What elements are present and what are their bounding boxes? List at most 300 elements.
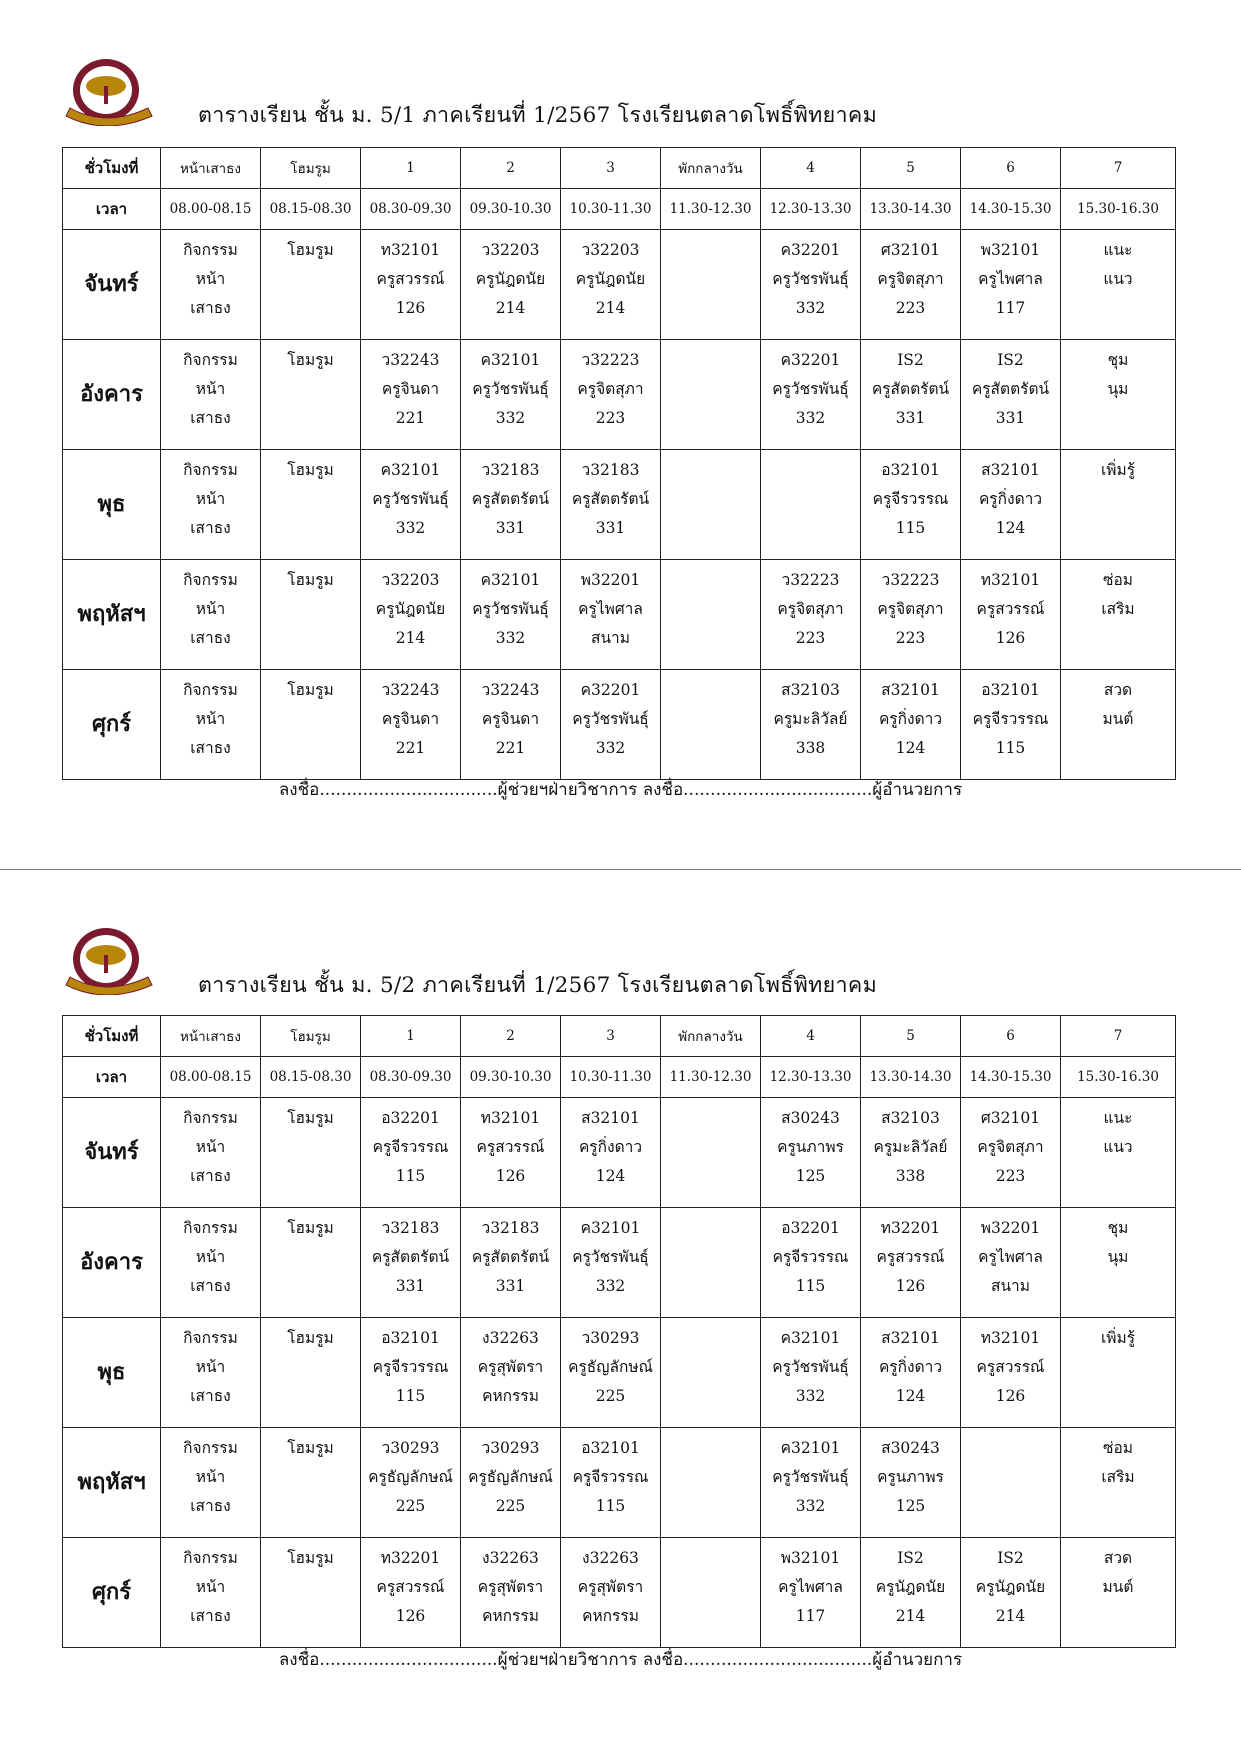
cell-text: ครูวัชรพันธุ์ — [772, 1468, 849, 1486]
cell-text: เสาธง — [190, 409, 231, 427]
cell-text: 332 — [795, 1497, 826, 1515]
schedule-cell — [861, 230, 961, 340]
cell-text: ว32203 — [581, 241, 640, 259]
schedule-cell — [561, 670, 661, 780]
cell-text: 225 — [395, 1497, 426, 1515]
cell-text: ครูวัชรพันธุ์ — [472, 380, 549, 398]
schedule-cell — [461, 560, 561, 670]
day-row — [63, 560, 1176, 670]
school-logo-icon — [62, 925, 158, 995]
time-cell: 08.00-08.15 — [161, 189, 261, 230]
schedule-cell — [161, 450, 261, 560]
cell-text: ครูธัญลักษณ์ — [468, 1468, 553, 1486]
cell-text: 331 — [495, 1277, 526, 1295]
cell-text: สวด — [1103, 1549, 1133, 1567]
cell-text: 126 — [395, 1607, 426, 1625]
time-cell: 09.30-10.30 — [461, 1057, 561, 1098]
schedule-cell — [661, 560, 761, 670]
cell-text: ครูจินดา — [481, 710, 540, 728]
schedule-cell — [461, 670, 561, 780]
cell-text: ส30243 — [781, 1109, 840, 1127]
cell-text: 331 — [495, 519, 526, 537]
cell-text: กิจกรรม — [183, 1439, 238, 1457]
schedule-cell — [361, 1538, 461, 1648]
timetable — [62, 147, 1176, 780]
schedule-cell — [1061, 1098, 1176, 1208]
schedule-cell — [661, 1098, 761, 1208]
column-header: พักกลางวัน — [661, 148, 761, 189]
schedule-cell — [561, 230, 661, 340]
time-cell: 15.30-16.30 — [1061, 1057, 1176, 1098]
time-cell: เวลา — [63, 1057, 161, 1098]
schedule-cell — [761, 560, 861, 670]
cell-text: ครูสัตตรัตน์ — [371, 1248, 450, 1266]
timetable — [62, 1015, 1176, 1648]
cell-text: ครูวัชรพันธุ์ — [572, 710, 649, 728]
schedule-cell — [561, 450, 661, 560]
schedule-cell — [161, 1208, 261, 1318]
page-title: ตารางเรียน ชั้น ม. 5/1 ภาคเรียนที่ 1/2567 โรงเรียนตลาดโพธิ์พิทยาคม — [198, 103, 878, 128]
cell-text: ครูนัฎดนัย — [875, 1578, 946, 1596]
cell-text: ท32201 — [380, 1549, 441, 1567]
cell-text: กิจกรรม — [183, 351, 238, 369]
cell-text: 223 — [895, 299, 926, 317]
schedule-cell — [761, 450, 861, 560]
cell-text: 214 — [995, 1607, 1026, 1625]
cell-text: 223 — [895, 629, 926, 647]
cell-text: ครูสวรรณ์ — [376, 270, 445, 288]
schedule-cell — [1061, 230, 1176, 340]
cell-text: ครูวัชรพันธุ์ — [572, 1248, 649, 1266]
day-row — [63, 340, 1176, 450]
day-row — [63, 1428, 1176, 1538]
cell-text: ครูจีรวรรณ — [772, 1248, 849, 1266]
schedule-cell — [361, 340, 461, 450]
cell-text: 214 — [595, 299, 626, 317]
schedule-cell — [661, 230, 761, 340]
schedule-cell — [761, 340, 861, 450]
schedule-cell — [261, 1538, 361, 1648]
cell-text: โฮมรูม — [287, 1329, 334, 1347]
cell-text: 214 — [395, 629, 426, 647]
schedule-cell — [561, 1098, 661, 1208]
day-row — [63, 230, 1176, 340]
cell-text: ครูสัตตรัตน์ — [471, 490, 550, 508]
cell-text: แนะ — [1103, 1109, 1133, 1127]
cell-text: 332 — [795, 1387, 826, 1405]
schedule-cell — [461, 340, 561, 450]
schedule-cell — [261, 1318, 361, 1428]
schedule-cell — [961, 1428, 1061, 1538]
cell-text: หน้า — [195, 1578, 226, 1596]
schedule-cell — [761, 230, 861, 340]
cell-text: ครูสัตตรัตน์ — [571, 490, 650, 508]
schedule-cell — [561, 1428, 661, 1538]
cell-text: ครูนภาพร — [877, 1468, 944, 1486]
cell-text: ครูนัฎดนัย — [975, 1578, 1046, 1596]
cell-text: 332 — [595, 739, 626, 757]
schedule-cell — [761, 1208, 861, 1318]
schedule-cell — [861, 1428, 961, 1538]
schedule-cell — [861, 560, 961, 670]
column-header: 4 — [761, 1016, 861, 1057]
time-cell: เวลา — [63, 189, 161, 230]
cell-text: ท32101 — [980, 1329, 1041, 1347]
cell-text: ค32201 — [580, 681, 641, 699]
cell-text: 221 — [495, 739, 526, 757]
cell-text: ครูนัฎดนัย — [575, 270, 646, 288]
column-header: พักกลางวัน — [661, 1016, 761, 1057]
time-cell: 12.30-13.30 — [761, 1057, 861, 1098]
schedule-cell — [161, 1318, 261, 1428]
schedule-cell — [1061, 1428, 1176, 1538]
schedule-cell — [561, 1318, 661, 1428]
cell-text: ครูสุพัตรา — [477, 1578, 544, 1596]
cell-text: 126 — [995, 1387, 1026, 1405]
schedule-cell — [1061, 1538, 1176, 1648]
cell-text: ค32101 — [580, 1219, 641, 1237]
cell-text: 214 — [895, 1607, 926, 1625]
cell-text: IS2 — [897, 351, 924, 369]
cell-text: ส32103 — [881, 1109, 940, 1127]
schedule-cell — [861, 340, 961, 450]
day-row — [63, 670, 1176, 780]
schedule-cell — [861, 1098, 961, 1208]
schedule-cell — [161, 1098, 261, 1208]
cell-text: เสาธง — [190, 299, 231, 317]
cell-text: ค32101 — [480, 351, 541, 369]
time-cell: 08.00-08.15 — [161, 1057, 261, 1098]
cell-text: ครูจีรวรรณ — [372, 1138, 449, 1156]
cell-text: ว32243 — [381, 681, 440, 699]
day-name: อังคาร — [63, 1208, 161, 1318]
cell-text: 117 — [795, 1607, 826, 1625]
cell-text: 214 — [495, 299, 526, 317]
cell-text: 331 — [595, 519, 626, 537]
schedule-cell — [1061, 670, 1176, 780]
cell-text: เสาธง — [190, 519, 231, 537]
cell-text: เสาธง — [190, 629, 231, 647]
cell-text: สวด — [1103, 681, 1133, 699]
cell-text: 126 — [495, 1167, 526, 1185]
time-cell: 13.30-14.30 — [861, 189, 961, 230]
cell-text: 117 — [995, 299, 1026, 317]
day-row — [63, 450, 1176, 560]
cell-text: ท32201 — [880, 1219, 941, 1237]
cell-text: ท32101 — [980, 571, 1041, 589]
day-name: อังคาร — [63, 340, 161, 450]
cell-text: พ32101 — [780, 1549, 841, 1567]
cell-text: ครูสัตตรัตน์ — [871, 380, 950, 398]
cell-text: โฮมรูม — [287, 681, 334, 699]
schedule-cell — [861, 1208, 961, 1318]
cell-text: 331 — [995, 409, 1026, 427]
time-cell: 10.30-11.30 — [561, 1057, 661, 1098]
schedule-cell — [361, 230, 461, 340]
cell-text: ว32183 — [581, 461, 640, 479]
cell-text: 332 — [795, 409, 826, 427]
schedule-cell — [361, 450, 461, 560]
cell-text: ท32101 — [480, 1109, 541, 1127]
schedule-cell — [661, 670, 761, 780]
cell-text: 338 — [895, 1167, 926, 1185]
column-header: 3 — [561, 1016, 661, 1057]
column-header: หน้าเสาธง — [161, 1016, 261, 1057]
cell-text: อ32201 — [381, 1109, 440, 1127]
column-header: โฮมรูม — [261, 148, 361, 189]
cell-text: แนว — [1103, 270, 1133, 288]
cell-text: ว32223 — [781, 571, 840, 589]
cell-text: ค32101 — [480, 571, 541, 589]
schedule-cell — [861, 1538, 961, 1648]
schedule-cell — [961, 560, 1061, 670]
schedule-cell — [361, 560, 461, 670]
cell-text: ครูไพศาล — [578, 600, 643, 618]
time-cell: 08.30-09.30 — [361, 189, 461, 230]
time-cell: 08.15-08.30 — [261, 189, 361, 230]
cell-text: IS2 — [897, 1549, 924, 1567]
column-header: 7 — [1061, 1016, 1176, 1057]
schedule-cell — [961, 1538, 1061, 1648]
cell-text: ครูจีรวรรณ — [572, 1468, 649, 1486]
cell-text: 124 — [895, 1387, 926, 1405]
schedule-cell — [261, 670, 361, 780]
schedule-cell — [1061, 340, 1176, 450]
cell-text: ว32183 — [381, 1219, 440, 1237]
time-row — [63, 1057, 1176, 1098]
cell-text: หน้า — [195, 1468, 226, 1486]
cell-text: โฮมรูม — [287, 571, 334, 589]
cell-text: กิจกรรม — [183, 461, 238, 479]
schedule-cell — [461, 1318, 561, 1428]
cell-text: โฮมรูม — [287, 1549, 334, 1567]
schedule-cell — [861, 450, 961, 560]
cell-text: ค32201 — [780, 351, 841, 369]
schedule-cell — [461, 230, 561, 340]
cell-text: ครูมะลิวัลย์ — [873, 1138, 948, 1156]
cell-text: กิจกรรม — [183, 241, 238, 259]
column-header: 5 — [861, 1016, 961, 1057]
schedule-cell — [561, 560, 661, 670]
cell-text: ครูจีรวรรณ — [972, 710, 1049, 728]
cell-text: ครูกิ่งดาว — [878, 710, 943, 728]
cell-text: ครูจีรวรรณ — [372, 1358, 449, 1376]
cell-text: กิจกรรม — [183, 681, 238, 699]
cell-text: หน้า — [195, 710, 226, 728]
day-name: ศุกร์ — [63, 1538, 161, 1648]
cell-text: ครูจินดา — [381, 380, 440, 398]
cell-text: ครูสัตตรัตน์ — [971, 380, 1050, 398]
cell-text: อ32101 — [881, 461, 940, 479]
cell-text: ว30293 — [381, 1439, 440, 1457]
cell-text: ว32203 — [481, 241, 540, 259]
schedule-cell — [761, 1318, 861, 1428]
header-row — [63, 148, 1176, 189]
cell-text: ว32203 — [381, 571, 440, 589]
column-header: 1 — [361, 1016, 461, 1057]
cell-text: ง32263 — [482, 1329, 539, 1347]
cell-text: ครูมะลิวัลย์ — [773, 710, 848, 728]
signature-line: ลงชื่อ.................................ผู้ช่วยฯฝ่ายวิชาการ ลงชื่อ...................................ผู้อำนวยการ — [278, 780, 963, 800]
column-header: โฮมรูม — [261, 1016, 361, 1057]
time-cell: 12.30-13.30 — [761, 189, 861, 230]
schedule-cell — [761, 1098, 861, 1208]
day-row — [63, 1538, 1176, 1648]
cell-text: ครูจินดา — [381, 710, 440, 728]
column-header: 6 — [961, 1016, 1061, 1057]
cell-text: ครูวัชรพันธุ์ — [472, 600, 549, 618]
cell-text: ครูนภาพร — [777, 1138, 844, 1156]
schedule-cell — [761, 1538, 861, 1648]
column-header: 1 — [361, 148, 461, 189]
cell-text: ครูสุพัตรา — [577, 1578, 644, 1596]
cell-text: กิจกรรม — [183, 1109, 238, 1127]
time-cell: 08.30-09.30 — [361, 1057, 461, 1098]
cell-text: มนต์ — [1102, 1578, 1134, 1596]
cell-text: ครูวัชรพันธุ์ — [772, 380, 849, 398]
cell-text: ครูนัฎดนัย — [475, 270, 546, 288]
column-header: หน้าเสาธง — [161, 148, 261, 189]
cell-text: ค32101 — [780, 1329, 841, 1347]
cell-text: อ32101 — [581, 1439, 640, 1457]
day-name: พฤหัสฯ — [63, 560, 161, 670]
cell-text: ว32223 — [881, 571, 940, 589]
cell-text: เพิ่มรู้ — [1100, 1329, 1136, 1347]
cell-text: ว32183 — [481, 461, 540, 479]
schedule-cell — [761, 1428, 861, 1538]
cell-text: เสาธง — [190, 1167, 231, 1185]
cell-text: เสาธง — [190, 1387, 231, 1405]
schedule-cell — [661, 1428, 761, 1538]
header-row — [63, 1016, 1176, 1057]
cell-text: ซ่อม — [1102, 1439, 1134, 1457]
cell-text: ครูสวรรณ์ — [976, 600, 1045, 618]
schedule-cell — [461, 1208, 561, 1318]
cell-text: ครูไพศาล — [978, 270, 1043, 288]
cell-text: โฮมรูม — [287, 461, 334, 479]
column-header: 4 — [761, 148, 861, 189]
cell-text: หน้า — [195, 1138, 226, 1156]
schedule-cell — [861, 1318, 961, 1428]
cell-text: ชุม — [1107, 1219, 1129, 1237]
cell-text: 332 — [795, 299, 826, 317]
schedule-cell — [961, 1318, 1061, 1428]
cell-text: ค32201 — [780, 241, 841, 259]
schedule-cell — [461, 450, 561, 560]
cell-text: ว32223 — [581, 351, 640, 369]
cell-text: หน้า — [195, 1358, 226, 1376]
cell-text: เสาธง — [190, 1497, 231, 1515]
cell-text: 332 — [495, 629, 526, 647]
day-name: ศุกร์ — [63, 670, 161, 780]
cell-text: ส32103 — [781, 681, 840, 699]
signature-line: ลงชื่อ.................................ผู้ช่วยฯฝ่ายวิชาการ ลงชื่อ...................................ผู้อำนวยการ — [278, 1650, 963, 1670]
cell-text: ครูกิ่งดาว — [878, 1358, 943, 1376]
cell-text: พ32201 — [580, 571, 641, 589]
schedule-cell — [161, 670, 261, 780]
cell-text: ง32263 — [482, 1549, 539, 1567]
schedule-cell — [1061, 1318, 1176, 1428]
cell-text: หน้า — [195, 490, 226, 508]
cell-text: 124 — [995, 519, 1026, 537]
cell-text: 331 — [395, 1277, 426, 1295]
cell-text: ครูนัฎดนัย — [375, 600, 446, 618]
cell-text: เสาธง — [190, 739, 231, 757]
cell-text: ครูสวรรณ์ — [876, 1248, 945, 1266]
schedule-cell — [561, 1538, 661, 1648]
schedule-cell — [1061, 1208, 1176, 1318]
cell-text: 124 — [895, 739, 926, 757]
schedule-cell — [1061, 450, 1176, 560]
cell-text: ค32101 — [780, 1439, 841, 1457]
column-header: 3 — [561, 148, 661, 189]
cell-text: แนว — [1103, 1138, 1133, 1156]
cell-text: กิจกรรม — [183, 1549, 238, 1567]
cell-text: เสาธง — [190, 1607, 231, 1625]
schedule-cell — [661, 450, 761, 560]
cell-text: กิจกรรม — [183, 1329, 238, 1347]
day-row — [63, 1098, 1176, 1208]
cell-text: ซ่อม — [1102, 571, 1134, 589]
cell-text: ครูสัตตรัตน์ — [471, 1248, 550, 1266]
cell-text: IS2 — [997, 351, 1024, 369]
schedule-cell — [161, 1428, 261, 1538]
cell-text: ง32263 — [582, 1549, 639, 1567]
schedule-cell — [261, 450, 361, 560]
schedule-cell — [361, 1098, 461, 1208]
cell-text: 223 — [995, 1167, 1026, 1185]
cell-text: ครูกิ่งดาว — [978, 490, 1043, 508]
schedule-cell — [661, 1318, 761, 1428]
cell-text: 115 — [795, 1277, 826, 1295]
page-divider — [0, 869, 1241, 870]
schedule-cell — [361, 1208, 461, 1318]
cell-text: คหกรรม — [582, 1607, 639, 1625]
column-header: 7 — [1061, 148, 1176, 189]
cell-text: ครูจิตสุภา — [877, 270, 944, 288]
cell-text: พ32201 — [980, 1219, 1041, 1237]
cell-text: IS2 — [997, 1549, 1024, 1567]
cell-text: 125 — [795, 1167, 826, 1185]
schedule-cell — [661, 1538, 761, 1648]
cell-text: ครูจิตสุภา — [777, 600, 844, 618]
cell-text: หน้า — [195, 380, 226, 398]
cell-text: ครูสวรรณ์ — [476, 1138, 545, 1156]
cell-text: ครูธัญลักษณ์ — [368, 1468, 453, 1486]
cell-text: ครูไพศาล — [978, 1248, 1043, 1266]
schedule-cell — [161, 1538, 261, 1648]
schedule-cell — [761, 670, 861, 780]
schedule-cell — [1061, 560, 1176, 670]
column-header: 5 — [861, 148, 961, 189]
schedule-cell — [161, 230, 261, 340]
cell-text: 124 — [595, 1167, 626, 1185]
cell-text: มนต์ — [1102, 710, 1134, 728]
cell-text: หน้า — [195, 270, 226, 288]
cell-text: ครูธัญลักษณ์ — [568, 1358, 653, 1376]
cell-text: สนาม — [991, 1277, 1030, 1295]
time-cell: 08.15-08.30 — [261, 1057, 361, 1098]
cell-text: ท32101 — [380, 241, 441, 259]
cell-text: ว32243 — [381, 351, 440, 369]
day-name: จันทร์ — [63, 1098, 161, 1208]
cell-text: ส32101 — [981, 461, 1040, 479]
column-header: 2 — [461, 1016, 561, 1057]
cell-text: 126 — [895, 1277, 926, 1295]
schedule-cell — [161, 340, 261, 450]
cell-text: 225 — [495, 1497, 526, 1515]
cell-text: นุม — [1107, 1248, 1129, 1266]
